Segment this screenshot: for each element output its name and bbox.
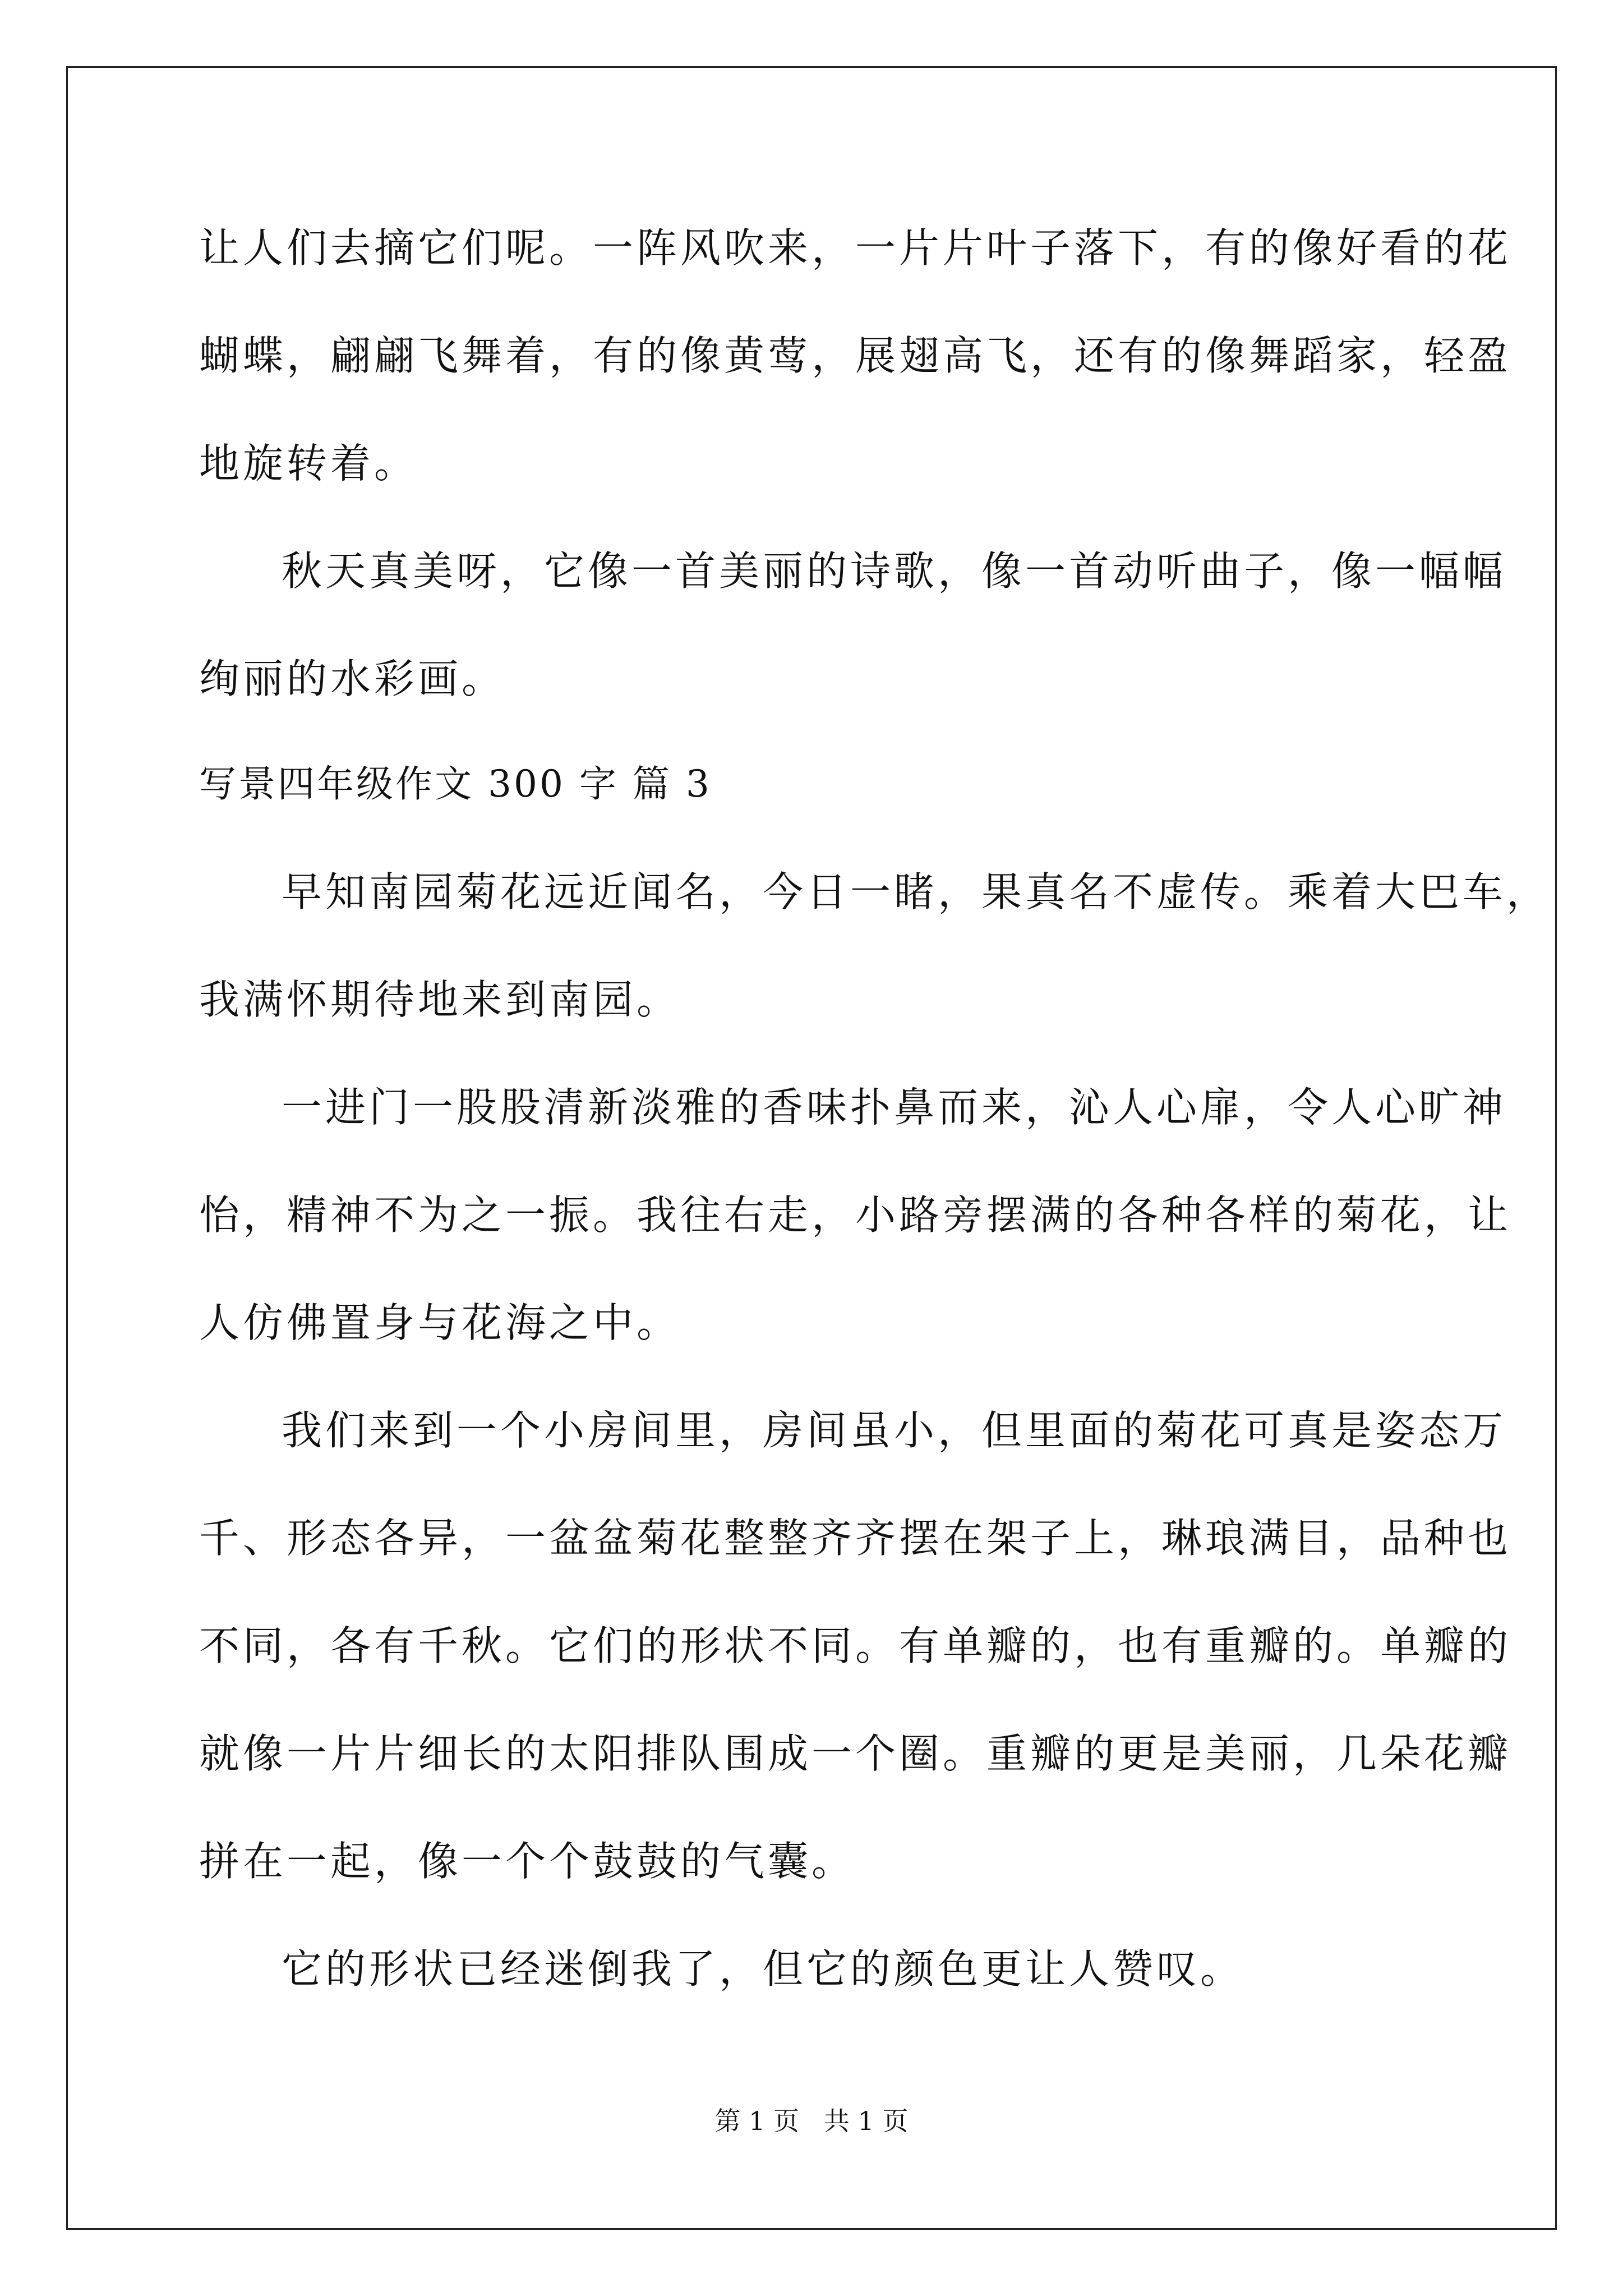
text-line: 绚丽的水彩画。 (199, 655, 506, 702)
text-line: 怡，精神不为之一振。我往右走，小路旁摆满的各种各样的菊花，让 (199, 1191, 1512, 1239)
text-line: 千、形态各异，一盆盆菊花整整齐齐摆在架子上，琳琅满目，品种也 (199, 1515, 1512, 1562)
text-line: 人仿佛置身与花海之中。 (199, 1299, 681, 1346)
text-line: 让人们去摘它们呢。一阵风吹来，一片片叶子落下，有的像好看的花 (199, 224, 1512, 272)
section-heading: 写景四年级作文 300 字 篇 3 (199, 762, 712, 806)
text-line: 秋天真美呀，它像一首美丽的诗歌，像一首动听曲子，像一幅幅 (282, 547, 1507, 595)
text-line: 我们来到一个小房间里，房间虽小，但里面的菊花可真是姿态万 (282, 1407, 1507, 1454)
text-line: 它的形状已经迷倒我了，但它的颜色更让人赞叹。 (282, 1945, 1244, 1993)
text-line: 不同，各有千秋。它们的形状不同。有单瓣的，也有重瓣的。单瓣的 (199, 1622, 1512, 1669)
text-line: 一进门一股股清新淡雅的香味扑鼻而来，沁人心扉，令人心旷神 (282, 1084, 1507, 1131)
text-line: 我满怀期待地来到南园。 (199, 976, 681, 1023)
text-line: 地旋转着。 (199, 440, 418, 487)
text-line: 早知南园菊花远近闻名，今日一睹，果真名不虚传。乘着大巴车， (282, 868, 1551, 915)
page-footer: 第 1 页 共 1 页 (714, 2106, 909, 2136)
text-line: 拼在一起，像一个个鼓鼓的气囊。 (199, 1838, 856, 1885)
text-line: 蝴蝶，翩翩飞舞着，有的像黄莺，展翅高飞，还有的像舞蹈家，轻盈 (199, 332, 1512, 379)
text-line: 就像一片片细长的太阳排队围成一个圈。重瓣的更是美丽，几朵花瓣 (199, 1730, 1512, 1777)
page-border (66, 66, 1557, 2230)
